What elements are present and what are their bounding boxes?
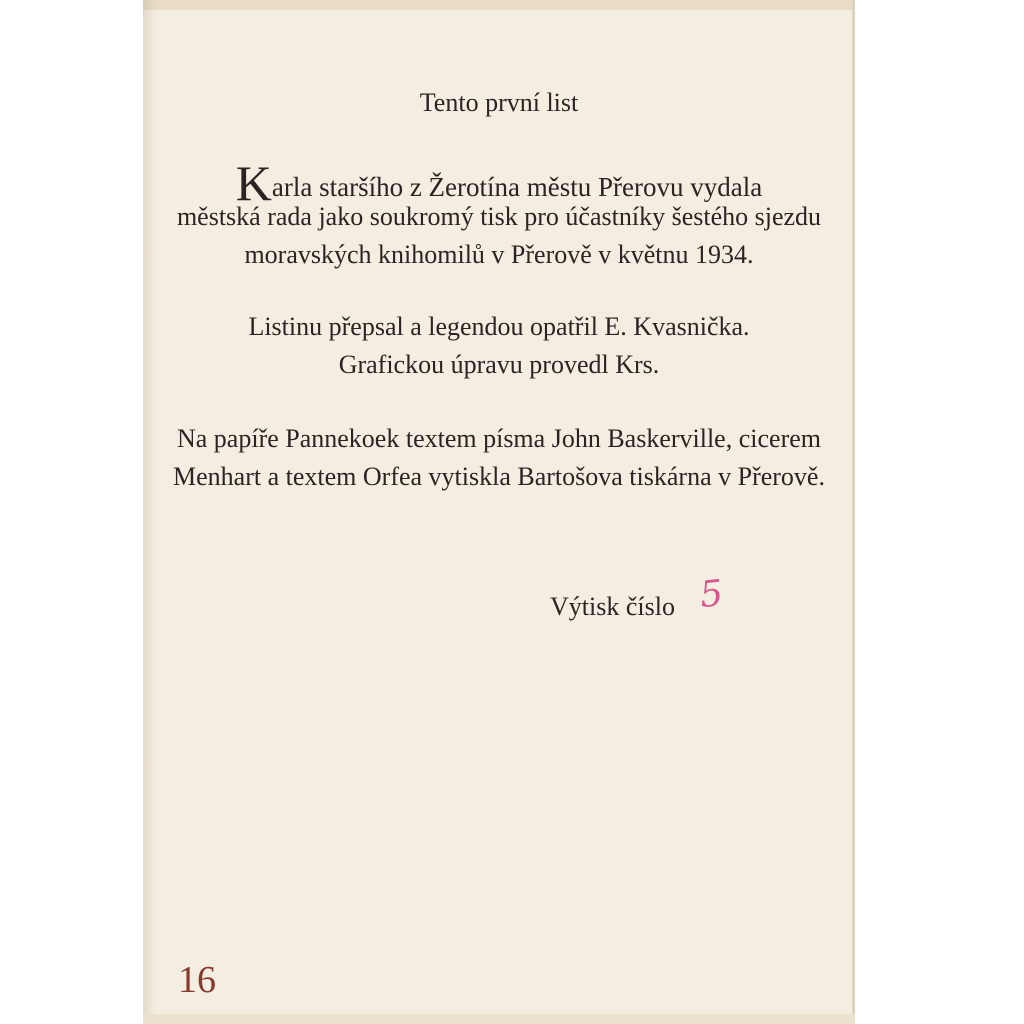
printing-line-1: Na papíře Pannekoek textem písma John Baskerville, cicerem — [176, 424, 821, 453]
credits-line-2: Grafickou úpravu provedl Krs. — [338, 350, 660, 379]
colophon-heading: Tento první list — [419, 88, 579, 117]
page-right-edge — [852, 0, 855, 1024]
credits-line-1: Listinu přepsal a legendou opatřil E. Kvasnička. — [248, 312, 750, 341]
drop-cap: K — [235, 155, 272, 211]
printing-line-2: Menhart a textem Orfea vytiskla Bartošova tiskárna v Přerově. — [173, 462, 825, 491]
page — [143, 0, 855, 1024]
colophon-line-3: moravských knihomilů v Přerově v květnu 1934. — [244, 240, 754, 269]
copy-number-label: Výtisk číslo — [550, 592, 675, 621]
page-gutter-shadow — [143, 0, 157, 1024]
copy-number-handwritten: 5 — [697, 572, 725, 617]
page-bottom-edge — [143, 1014, 855, 1024]
page-number: 16 — [178, 959, 216, 1001]
colophon-line-1-text: arla staršího z Žerotína městu Přerovu vydala — [271, 172, 763, 202]
colophon-line-1 — [143, 155, 855, 211]
page-top-edge — [143, 0, 855, 10]
colophon-line-2: městská rada jako soukromý tisk pro účastníky šestého sjezdu — [176, 202, 822, 231]
